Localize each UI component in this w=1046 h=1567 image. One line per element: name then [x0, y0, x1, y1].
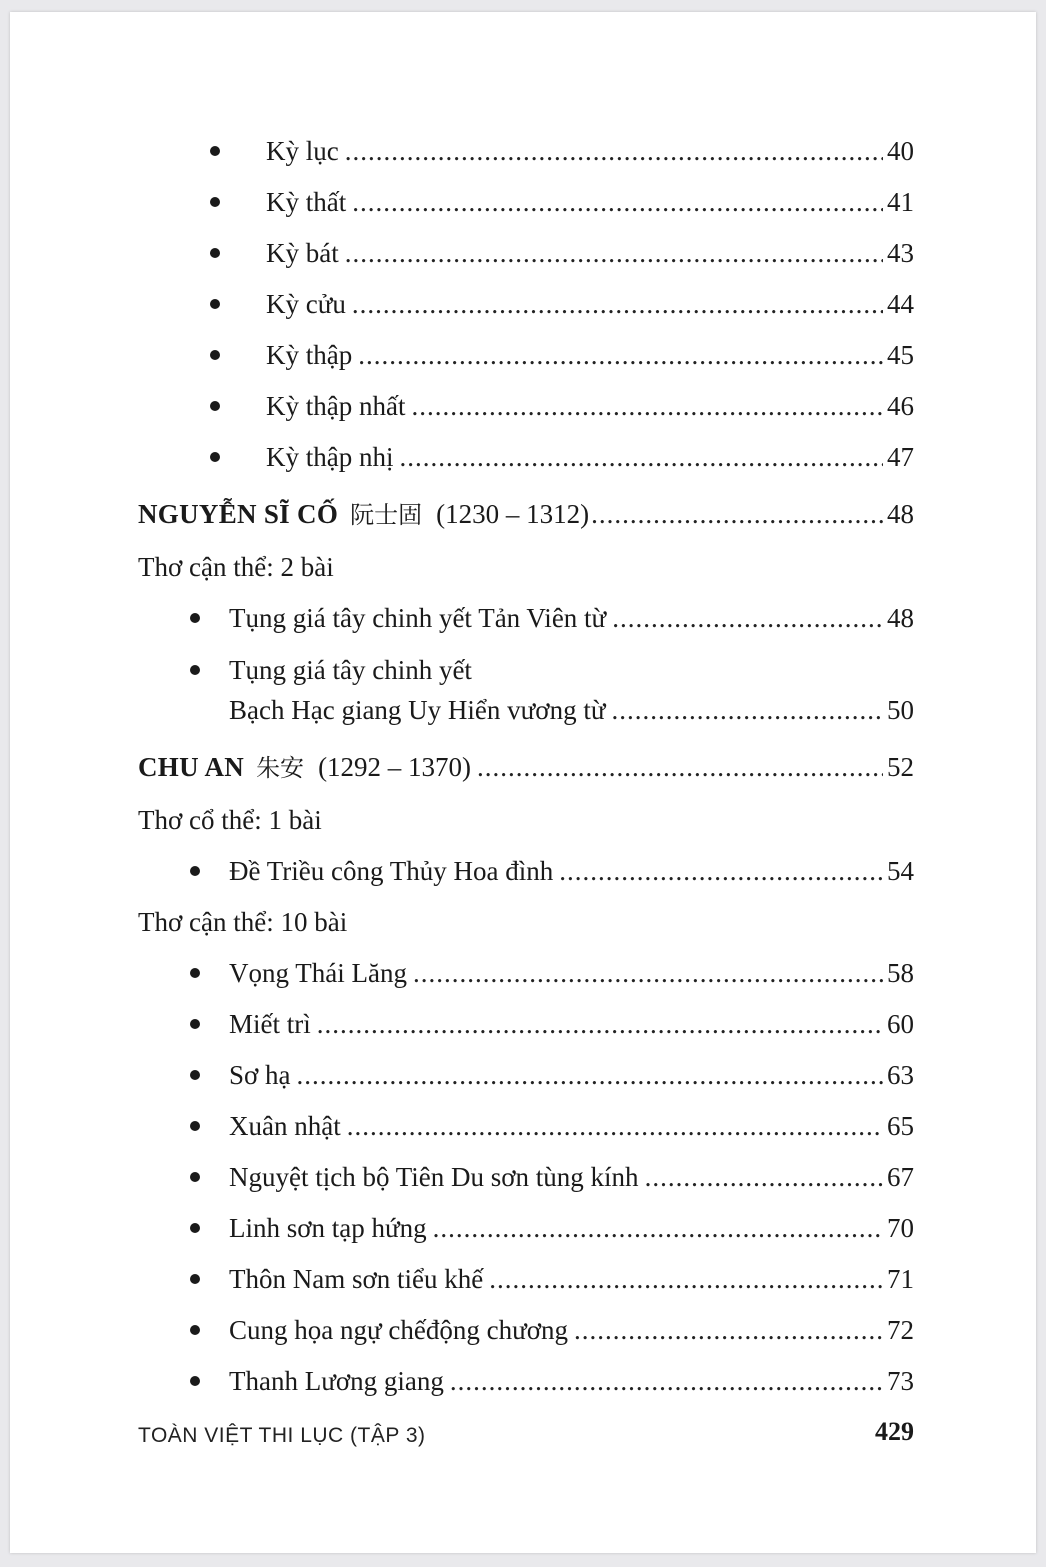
toc-entry — [190, 1310, 914, 1350]
toc-entry-title: Thanh Lương giang — [229, 1366, 444, 1396]
toc-entry-title: Cung họa ngự chếđộng chương — [229, 1315, 568, 1345]
toc-entry — [190, 1004, 914, 1044]
toc-entry-page: 60 — [887, 1009, 914, 1039]
toc-entry-page: 54 — [887, 856, 914, 886]
author-years: (1230 – 1312) — [436, 498, 590, 529]
bullet-icon — [210, 197, 220, 207]
toc-entry-title: Miết trì — [229, 1009, 311, 1039]
toc-entry — [190, 1106, 914, 1146]
toc-entry-page: 45 — [887, 340, 914, 370]
toc-entry-title: Linh sơn tạp hứng — [229, 1213, 427, 1243]
toc-entry — [226, 335, 914, 375]
bullet-icon — [210, 401, 220, 411]
toc-entry-title: Vọng Thái Lăng — [229, 958, 407, 988]
toc-entry-page: 44 — [887, 289, 914, 319]
toc-entry — [190, 1208, 914, 1248]
toc-entry — [226, 437, 914, 477]
section-label: Thơ cận thể: 2 bài — [138, 552, 334, 582]
bullet-icon — [190, 1325, 200, 1335]
toc-entry — [190, 650, 914, 690]
bullet-icon — [190, 1019, 200, 1029]
toc-entry-page: 58 — [887, 958, 914, 988]
author-page: 52 — [887, 752, 914, 782]
toc-entry-page: 47 — [887, 442, 914, 472]
toc-entry-page: 71 — [887, 1264, 914, 1294]
author-han-name: 朱安 — [256, 753, 305, 782]
toc-entry-title-line1: Tụng giá tây chinh yết — [229, 655, 472, 685]
toc-entry-page: 46 — [887, 391, 914, 421]
page-number: 429 — [875, 1417, 914, 1446]
toc-entry-page: 43 — [887, 238, 914, 268]
author-heading — [138, 494, 914, 534]
toc-entry-page: 40 — [887, 136, 914, 166]
toc-entry-page: 72 — [887, 1315, 914, 1345]
author-page: 48 — [887, 499, 914, 529]
toc-entry-page: 41 — [887, 187, 914, 217]
toc-entry — [226, 386, 914, 426]
toc-entry-page: 48 — [887, 603, 914, 633]
toc-entry-title: Kỳ thất — [266, 187, 347, 217]
toc-entry — [190, 1259, 914, 1299]
author-years: (1292 – 1370) — [318, 751, 472, 782]
book-page — [10, 12, 1036, 1553]
bullet-icon — [190, 1223, 200, 1233]
running-footer-title: TOÀN VIỆT THI LỤC (TẬP 3) — [138, 1424, 426, 1447]
bullet-icon — [210, 350, 220, 360]
toc-entry — [190, 598, 914, 638]
author-name: CHU AN — [138, 751, 245, 782]
toc-entry-page: 73 — [887, 1366, 914, 1396]
toc-entry-title: Sơ hạ — [229, 1060, 291, 1090]
toc-entry-title: Tụng giá tây chinh yết Tản Viên từ — [229, 603, 607, 633]
toc-entry-page: 67 — [887, 1162, 914, 1192]
toc-entry — [226, 233, 914, 273]
toc-entry-title-line2: Bạch Hạc giang Uy Hiển vương từ — [229, 695, 606, 725]
toc-entry-title: Nguyệt tịch bộ Tiên Du sơn tùng kính — [229, 1162, 639, 1192]
toc-entry-continuation — [229, 690, 914, 730]
author-name: NGUYỄN SĨ CỐ — [138, 498, 339, 529]
toc-entry-page: 63 — [887, 1060, 914, 1090]
bullet-icon — [190, 1172, 200, 1182]
toc-entry-title: Kỳ lục — [266, 136, 339, 166]
author-heading — [138, 747, 914, 787]
toc-entry-page: 50 — [887, 695, 914, 725]
toc-entry-title: Đề Triều công Thủy Hoa đình — [229, 856, 554, 886]
bullet-icon — [190, 665, 200, 675]
toc-entry — [190, 851, 914, 891]
toc-entry-title: Kỳ cửu — [266, 289, 346, 319]
toc-entry — [226, 182, 914, 222]
bullet-icon — [210, 146, 220, 156]
toc-entry — [190, 953, 914, 993]
toc-entry — [190, 1361, 914, 1401]
bullet-icon — [210, 299, 220, 309]
toc-entry-title: Thôn Nam sơn tiểu khế — [229, 1264, 484, 1294]
bullet-icon — [190, 1070, 200, 1080]
toc-entry-title: Xuân nhật — [229, 1111, 341, 1141]
toc-entry-page: 65 — [887, 1111, 914, 1141]
bullet-icon — [190, 1376, 200, 1386]
toc-entry-page: 70 — [887, 1213, 914, 1243]
author-han-name: 阮士固 — [350, 500, 423, 529]
bullet-icon — [190, 1121, 200, 1131]
bullet-icon — [190, 866, 200, 876]
bullet-icon — [190, 613, 200, 623]
bullet-icon — [190, 1274, 200, 1284]
toc-entry — [226, 284, 914, 324]
toc-entry — [190, 1157, 914, 1197]
toc-entry — [190, 1055, 914, 1095]
toc-entry-title: Kỳ thập nhất — [266, 391, 406, 421]
bullet-icon — [190, 968, 200, 978]
bullet-icon — [210, 452, 220, 462]
toc-entry-title: Kỳ thập — [266, 340, 353, 370]
toc-entry-title: Kỳ bát — [266, 238, 339, 268]
section-label: Thơ cổ thể: 1 bài — [138, 805, 322, 835]
bullet-icon — [210, 248, 220, 258]
toc-entry-title: Kỳ thập nhị — [266, 442, 394, 472]
toc-entry — [226, 131, 914, 171]
table-of-contents — [10, 12, 1036, 1553]
section-label: Thơ cận thể: 10 bài — [138, 907, 348, 937]
